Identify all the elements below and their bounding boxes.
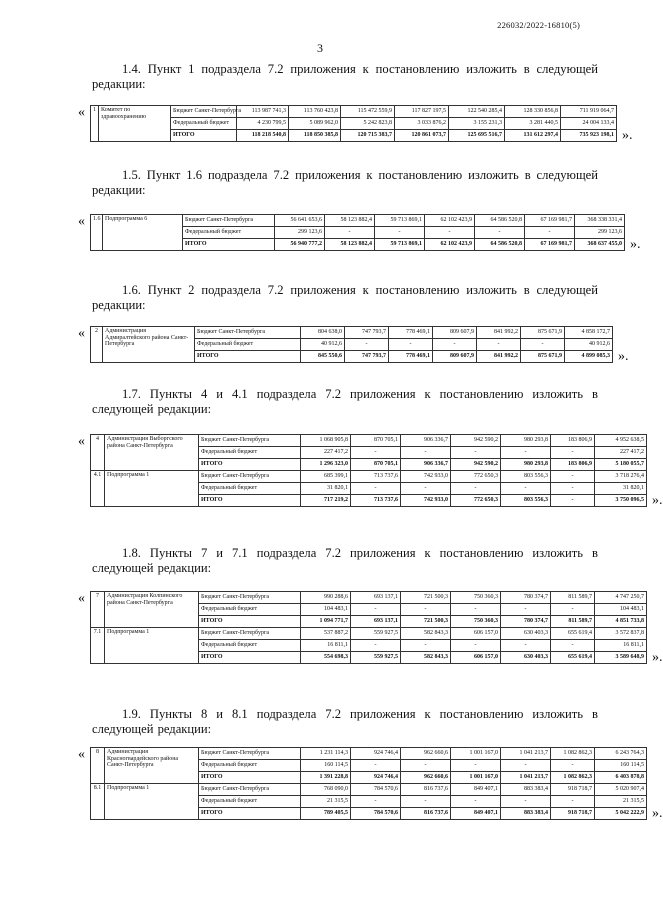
opening-quote: « bbox=[78, 434, 85, 449]
responsible-executor: Администрация Красногвардейского района Санкт-Петербурга bbox=[105, 748, 199, 784]
year-value-cell: 655 619,4 bbox=[551, 652, 595, 664]
funding-source: Бюджет Санкт-Петербурга bbox=[199, 748, 301, 760]
total-value-cell: 3 572 837,8 bbox=[595, 628, 647, 640]
section-heading: 1.9. Пункты 8 и 8.1 подраздела 7.2 приложения к постановлению изложить в следующей редакции: bbox=[92, 707, 598, 736]
total-value-cell: 31 820,1 bbox=[595, 483, 647, 495]
year-value-cell: 1 001 167,0 bbox=[451, 748, 501, 760]
year-value-cell: 870 705,1 bbox=[351, 459, 401, 471]
year-value-cell: 559 927,5 bbox=[351, 628, 401, 640]
table-row bbox=[91, 748, 647, 760]
total-value-cell: 3 750 096,5 bbox=[595, 495, 647, 507]
table-row bbox=[91, 628, 647, 640]
section-heading: 1.5. Пункт 1.6 подраздела 7.2 приложения к постановлению изложить в следующей редакции: bbox=[92, 168, 598, 197]
year-value-cell: 778 469,1 bbox=[389, 327, 433, 339]
funding-source: Бюджет Санкт-Петербурга bbox=[199, 628, 301, 640]
funding-source: ИТОГО bbox=[195, 351, 301, 363]
closing-quote: ». bbox=[652, 650, 663, 665]
year-value-cell: - bbox=[351, 760, 401, 772]
year-value-cell: 117 827 197,5 bbox=[395, 106, 449, 118]
year-value-cell: 120 715 383,7 bbox=[341, 130, 395, 142]
year-value-cell: 62 102 423,9 bbox=[425, 239, 475, 251]
year-value-cell: - bbox=[451, 483, 501, 495]
year-value-cell: - bbox=[425, 227, 475, 239]
year-value-cell: - bbox=[551, 447, 595, 459]
budget-table bbox=[90, 214, 625, 251]
closing-quote: ». bbox=[622, 128, 633, 143]
year-value-cell: 713 737,6 bbox=[351, 495, 401, 507]
year-value-cell: 3 033 876,2 bbox=[395, 118, 449, 130]
year-value-cell: 104 483,1 bbox=[301, 604, 351, 616]
year-value-cell: 721 500,3 bbox=[401, 616, 451, 628]
year-value-cell: - bbox=[401, 760, 451, 772]
funding-source: Федеральный бюджет bbox=[171, 118, 237, 130]
total-value-cell: 4 747 250,7 bbox=[595, 592, 647, 604]
budget-table bbox=[90, 105, 617, 142]
year-value-cell: - bbox=[521, 339, 565, 351]
year-value-cell: - bbox=[375, 227, 425, 239]
total-value-cell: 3 718 276,4 bbox=[595, 471, 647, 483]
year-value-cell: - bbox=[351, 447, 401, 459]
year-value-cell: - bbox=[551, 483, 595, 495]
funding-source: Бюджет Санкт-Петербурга bbox=[183, 215, 275, 227]
item-number: 7 bbox=[91, 592, 105, 628]
year-value-cell: 630 403,3 bbox=[501, 652, 551, 664]
responsible-executor: Администрация Выборгского района Санкт-Петербурга bbox=[105, 435, 199, 471]
year-value-cell: 128 330 856,8 bbox=[505, 106, 561, 118]
funding-source: Бюджет Санкт-Петербурга bbox=[199, 471, 301, 483]
year-value-cell: 1 041 213,7 bbox=[501, 748, 551, 760]
total-value-cell: 24 004 133,4 bbox=[561, 118, 617, 130]
total-value-cell: 104 483,1 bbox=[595, 604, 647, 616]
year-value-cell: - bbox=[501, 604, 551, 616]
total-value-cell: 3 589 648,9 bbox=[595, 652, 647, 664]
total-value-cell: 368 338 331,4 bbox=[575, 215, 625, 227]
year-value-cell: 554 698,3 bbox=[301, 652, 351, 664]
funding-source: ИТОГО bbox=[171, 130, 237, 142]
funding-source: Федеральный бюджет bbox=[199, 760, 301, 772]
year-value-cell: - bbox=[501, 640, 551, 652]
year-value-cell: 3 281 440,5 bbox=[505, 118, 561, 130]
year-value-cell: 4 230 799,5 bbox=[237, 118, 289, 130]
item-number: 1 bbox=[91, 106, 99, 142]
opening-quote: « bbox=[78, 105, 85, 120]
year-value-cell: 750 360,3 bbox=[451, 592, 501, 604]
responsible-executor: Администрация Адмиралтейского района Санкт-Петербурга bbox=[103, 327, 195, 363]
year-value-cell: - bbox=[501, 447, 551, 459]
year-value-cell: 924 746,4 bbox=[351, 748, 401, 760]
year-value-cell: - bbox=[451, 604, 501, 616]
opening-quote: « bbox=[78, 326, 85, 341]
year-value-cell: 809 607,9 bbox=[433, 351, 477, 363]
budget-table bbox=[90, 747, 647, 820]
funding-source: Бюджет Санкт-Петербурга bbox=[199, 435, 301, 447]
total-value-cell: 4 858 172,7 bbox=[565, 327, 613, 339]
year-value-cell: - bbox=[351, 640, 401, 652]
total-value-cell: 368 637 455,0 bbox=[575, 239, 625, 251]
year-value-cell: 870 705,1 bbox=[351, 435, 401, 447]
year-value-cell: 875 671,9 bbox=[521, 327, 565, 339]
section-heading: 1.4. Пункт 1 подраздела 7.2 приложения к постановлению изложить в следующей редакции: bbox=[92, 62, 598, 91]
year-value-cell: 1 391 228,8 bbox=[301, 772, 351, 784]
year-value-cell: 113 987 741,3 bbox=[237, 106, 289, 118]
funding-source: Федеральный бюджет bbox=[199, 640, 301, 652]
year-value-cell: 693 137,1 bbox=[351, 592, 401, 604]
year-value-cell: 883 383,4 bbox=[501, 784, 551, 796]
item-number: 1.6 bbox=[91, 215, 103, 251]
year-value-cell: 5 089 962,0 bbox=[289, 118, 341, 130]
year-value-cell: 118 850 385,8 bbox=[289, 130, 341, 142]
table-row bbox=[91, 106, 617, 118]
year-value-cell: - bbox=[551, 760, 595, 772]
table-row bbox=[91, 471, 647, 483]
year-value-cell: - bbox=[401, 447, 451, 459]
year-value-cell: - bbox=[551, 796, 595, 808]
year-value-cell: - bbox=[401, 796, 451, 808]
year-value-cell: - bbox=[389, 339, 433, 351]
year-value-cell: 717 219,2 bbox=[301, 495, 351, 507]
year-value-cell: 804 638,0 bbox=[301, 327, 345, 339]
total-value-cell: 5 042 222,9 bbox=[595, 808, 647, 820]
total-value-cell: 40 912,6 bbox=[565, 339, 613, 351]
funding-source: Федеральный бюджет bbox=[183, 227, 275, 239]
opening-quote: « bbox=[78, 591, 85, 606]
funding-source: ИТОГО bbox=[199, 652, 301, 664]
year-value-cell: 118 218 540,8 bbox=[237, 130, 289, 142]
year-value-cell: - bbox=[551, 640, 595, 652]
year-value-cell: - bbox=[451, 796, 501, 808]
year-value-cell: 750 360,3 bbox=[451, 616, 501, 628]
year-value-cell: 780 374,7 bbox=[501, 616, 551, 628]
section-heading: 1.7. Пункты 4 и 4.1 подраздела 7.2 приложения к постановлению изложить в следующей редакции: bbox=[92, 387, 598, 416]
year-value-cell: 811 589,7 bbox=[551, 592, 595, 604]
year-value-cell: 183 806,9 bbox=[551, 459, 595, 471]
year-value-cell: 962 660,6 bbox=[401, 772, 451, 784]
responsible-executor: Администрация Колпинского района Санкт-Петербурга bbox=[105, 592, 199, 628]
year-value-cell: 713 737,6 bbox=[351, 471, 401, 483]
year-value-cell: 772 650,3 bbox=[451, 495, 501, 507]
year-value-cell: 131 612 297,4 bbox=[505, 130, 561, 142]
year-value-cell: 721 500,3 bbox=[401, 592, 451, 604]
year-value-cell: 160 114,5 bbox=[301, 760, 351, 772]
year-value-cell: - bbox=[501, 796, 551, 808]
year-value-cell: 64 586 520,8 bbox=[475, 215, 525, 227]
year-value-cell: - bbox=[501, 483, 551, 495]
year-value-cell: 537 887,2 bbox=[301, 628, 351, 640]
section-heading: 1.6. Пункт 2 подраздела 7.2 приложения к постановлению изложить в следующей редакции: bbox=[92, 283, 598, 312]
year-value-cell: 606 157,0 bbox=[451, 652, 501, 664]
total-value-cell: 299 123,6 bbox=[575, 227, 625, 239]
table-row bbox=[91, 592, 647, 604]
year-value-cell: - bbox=[401, 483, 451, 495]
responsible-executor: Подпрограмма 1 bbox=[105, 784, 199, 820]
year-value-cell: 883 383,4 bbox=[501, 808, 551, 820]
year-value-cell: 816 737,6 bbox=[401, 808, 451, 820]
year-value-cell: 980 293,8 bbox=[501, 459, 551, 471]
year-value-cell: 16 811,1 bbox=[301, 640, 351, 652]
responsible-executor: Подпрограмма 1 bbox=[105, 628, 199, 664]
year-value-cell: 816 737,6 bbox=[401, 784, 451, 796]
year-value-cell: 942 590,2 bbox=[451, 459, 501, 471]
funding-source: ИТОГО bbox=[199, 459, 301, 471]
total-value-cell: 4 952 638,5 bbox=[595, 435, 647, 447]
year-value-cell: 115 472 559,9 bbox=[341, 106, 395, 118]
year-value-cell: - bbox=[351, 796, 401, 808]
year-value-cell: 125 695 516,7 bbox=[449, 130, 505, 142]
year-value-cell: - bbox=[501, 760, 551, 772]
year-value-cell: 655 619,4 bbox=[551, 628, 595, 640]
funding-source: Федеральный бюджет bbox=[199, 796, 301, 808]
closing-quote: ». bbox=[618, 349, 629, 364]
year-value-cell: 962 660,6 bbox=[401, 748, 451, 760]
funding-source: Бюджет Санкт-Петербурга bbox=[195, 327, 301, 339]
year-value-cell: 56 940 777,2 bbox=[275, 239, 325, 251]
year-value-cell: 183 806,9 bbox=[551, 435, 595, 447]
year-value-cell: 803 556,3 bbox=[501, 495, 551, 507]
year-value-cell: 582 843,3 bbox=[401, 652, 451, 664]
total-value-cell: 735 923 198,1 bbox=[561, 130, 617, 142]
year-value-cell: 990 288,6 bbox=[301, 592, 351, 604]
year-value-cell: 906 336,7 bbox=[401, 459, 451, 471]
year-value-cell: 122 540 285,4 bbox=[449, 106, 505, 118]
table-row bbox=[91, 784, 647, 796]
year-value-cell: - bbox=[477, 339, 521, 351]
year-value-cell: 980 293,8 bbox=[501, 435, 551, 447]
year-value-cell: - bbox=[551, 471, 595, 483]
year-value-cell: 789 405,5 bbox=[301, 808, 351, 820]
total-value-cell: 711 919 064,7 bbox=[561, 106, 617, 118]
section-heading: 1.8. Пункты 7 и 7.1 подраздела 7.2 приложения к постановлению изложить в следующей редакции: bbox=[92, 546, 598, 575]
year-value-cell: 64 586 520,8 bbox=[475, 239, 525, 251]
funding-source: ИТОГО bbox=[183, 239, 275, 251]
year-value-cell: 803 556,3 bbox=[501, 471, 551, 483]
year-value-cell: 113 760 423,8 bbox=[289, 106, 341, 118]
closing-quote: ». bbox=[630, 237, 641, 252]
table-row bbox=[91, 215, 625, 227]
budget-table bbox=[90, 591, 647, 664]
opening-quote: « bbox=[78, 214, 85, 229]
closing-quote: ». bbox=[652, 493, 663, 508]
year-value-cell: 811 589,7 bbox=[551, 616, 595, 628]
year-value-cell: 1 296 323,0 bbox=[301, 459, 351, 471]
year-value-cell: 5 242 823,8 bbox=[341, 118, 395, 130]
year-value-cell: 606 157,0 bbox=[451, 628, 501, 640]
total-value-cell: 4 899 085,3 bbox=[565, 351, 613, 363]
year-value-cell: 120 861 073,7 bbox=[395, 130, 449, 142]
total-value-cell: 6 243 764,3 bbox=[595, 748, 647, 760]
year-value-cell: 1 082 862,3 bbox=[551, 772, 595, 784]
year-value-cell: 299 123,6 bbox=[275, 227, 325, 239]
year-value-cell: - bbox=[345, 339, 389, 351]
year-value-cell: 849 407,1 bbox=[451, 784, 501, 796]
year-value-cell: 809 607,9 bbox=[433, 327, 477, 339]
year-value-cell: 1 082 862,3 bbox=[551, 748, 595, 760]
year-value-cell: 784 570,6 bbox=[351, 808, 401, 820]
year-value-cell: 918 718,7 bbox=[551, 784, 595, 796]
table-row bbox=[91, 435, 647, 447]
year-value-cell: 59 713 869,1 bbox=[375, 215, 425, 227]
year-value-cell: 227 417,2 bbox=[301, 447, 351, 459]
year-value-cell: - bbox=[525, 227, 575, 239]
responsible-executor: Комитет по здравоохранению bbox=[99, 106, 171, 142]
funding-source: Федеральный бюджет bbox=[199, 483, 301, 495]
year-value-cell: 768 090,0 bbox=[301, 784, 351, 796]
year-value-cell: 841 992,2 bbox=[477, 327, 521, 339]
year-value-cell: - bbox=[551, 604, 595, 616]
funding-source: Федеральный бюджет bbox=[199, 604, 301, 616]
opening-quote: « bbox=[78, 747, 85, 762]
closing-quote: ». bbox=[652, 806, 663, 821]
year-value-cell: - bbox=[451, 640, 501, 652]
year-value-cell: 56 641 653,6 bbox=[275, 215, 325, 227]
table-row bbox=[91, 327, 613, 339]
year-value-cell: 31 820,1 bbox=[301, 483, 351, 495]
funding-source: Бюджет Санкт-Петербурга bbox=[199, 592, 301, 604]
year-value-cell: - bbox=[401, 640, 451, 652]
year-value-cell: 59 713 869,1 bbox=[375, 239, 425, 251]
year-value-cell: 849 407,1 bbox=[451, 808, 501, 820]
year-value-cell: 1 068 905,8 bbox=[301, 435, 351, 447]
year-value-cell: 3 155 231,3 bbox=[449, 118, 505, 130]
year-value-cell: 875 671,9 bbox=[521, 351, 565, 363]
total-value-cell: 21 315,5 bbox=[595, 796, 647, 808]
year-value-cell: 62 102 423,9 bbox=[425, 215, 475, 227]
item-number: 8 bbox=[91, 748, 105, 784]
year-value-cell: 747 793,7 bbox=[345, 351, 389, 363]
year-value-cell: 582 843,3 bbox=[401, 628, 451, 640]
item-number: 8.1 bbox=[91, 784, 105, 820]
year-value-cell: - bbox=[475, 227, 525, 239]
year-value-cell: 841 992,2 bbox=[477, 351, 521, 363]
year-value-cell: 1 001 167,0 bbox=[451, 772, 501, 784]
year-value-cell: 942 590,2 bbox=[451, 435, 501, 447]
year-value-cell: 742 933,0 bbox=[401, 471, 451, 483]
year-value-cell: 40 912,6 bbox=[301, 339, 345, 351]
year-value-cell: 772 650,3 bbox=[451, 471, 501, 483]
funding-source: ИТОГО bbox=[199, 808, 301, 820]
funding-source: Бюджет Санкт-Петербурга bbox=[199, 784, 301, 796]
year-value-cell: 67 169 981,7 bbox=[525, 239, 575, 251]
budget-table bbox=[90, 326, 613, 363]
funding-source: Федеральный бюджет bbox=[195, 339, 301, 351]
item-number: 2 bbox=[91, 327, 103, 363]
year-value-cell: - bbox=[433, 339, 477, 351]
year-value-cell: 742 933,0 bbox=[401, 495, 451, 507]
page-number: 3 bbox=[317, 41, 323, 55]
total-value-cell: 16 811,1 bbox=[595, 640, 647, 652]
year-value-cell: 780 374,7 bbox=[501, 592, 551, 604]
responsible-executor: Подпрограмма 6 bbox=[103, 215, 183, 251]
responsible-executor: Подпрограмма 1 bbox=[105, 471, 199, 507]
year-value-cell: 918 718,7 bbox=[551, 808, 595, 820]
year-value-cell: - bbox=[325, 227, 375, 239]
year-value-cell: 1 094 771,7 bbox=[301, 616, 351, 628]
year-value-cell: - bbox=[451, 760, 501, 772]
total-value-cell: 4 851 733,8 bbox=[595, 616, 647, 628]
funding-source: ИТОГО bbox=[199, 772, 301, 784]
total-value-cell: 5 180 055,7 bbox=[595, 459, 647, 471]
document-number: 226032/2022-16810(5) bbox=[497, 20, 580, 30]
year-value-cell: - bbox=[551, 495, 595, 507]
year-value-cell: 747 793,7 bbox=[345, 327, 389, 339]
year-value-cell: 1 231 114,3 bbox=[301, 748, 351, 760]
year-value-cell: 67 169 981,7 bbox=[525, 215, 575, 227]
year-value-cell: 1 041 213,7 bbox=[501, 772, 551, 784]
year-value-cell: 630 403,3 bbox=[501, 628, 551, 640]
year-value-cell: 693 137,1 bbox=[351, 616, 401, 628]
funding-source: ИТОГО bbox=[199, 616, 301, 628]
year-value-cell: 924 746,4 bbox=[351, 772, 401, 784]
total-value-cell: 6 403 878,8 bbox=[595, 772, 647, 784]
year-value-cell: 685 399,1 bbox=[301, 471, 351, 483]
year-value-cell: 845 550,6 bbox=[301, 351, 345, 363]
year-value-cell: 784 570,6 bbox=[351, 784, 401, 796]
year-value-cell: 58 123 882,4 bbox=[325, 215, 375, 227]
year-value-cell: 559 927,5 bbox=[351, 652, 401, 664]
item-number: 7.1 bbox=[91, 628, 105, 664]
year-value-cell: 21 315,5 bbox=[301, 796, 351, 808]
year-value-cell: 778 469,1 bbox=[389, 351, 433, 363]
total-value-cell: 160 114,5 bbox=[595, 760, 647, 772]
year-value-cell: - bbox=[351, 483, 401, 495]
total-value-cell: 5 020 907,4 bbox=[595, 784, 647, 796]
funding-source: Бюджет Санкт-Петербурга bbox=[171, 106, 237, 118]
budget-table bbox=[90, 434, 647, 507]
total-value-cell: 227 417,2 bbox=[595, 447, 647, 459]
year-value-cell: 906 336,7 bbox=[401, 435, 451, 447]
year-value-cell: - bbox=[401, 604, 451, 616]
funding-source: Федеральный бюджет bbox=[199, 447, 301, 459]
year-value-cell: 58 123 882,4 bbox=[325, 239, 375, 251]
item-number: 4 bbox=[91, 435, 105, 471]
item-number: 4.1 bbox=[91, 471, 105, 507]
year-value-cell: - bbox=[451, 447, 501, 459]
funding-source: ИТОГО bbox=[199, 495, 301, 507]
year-value-cell: - bbox=[351, 604, 401, 616]
